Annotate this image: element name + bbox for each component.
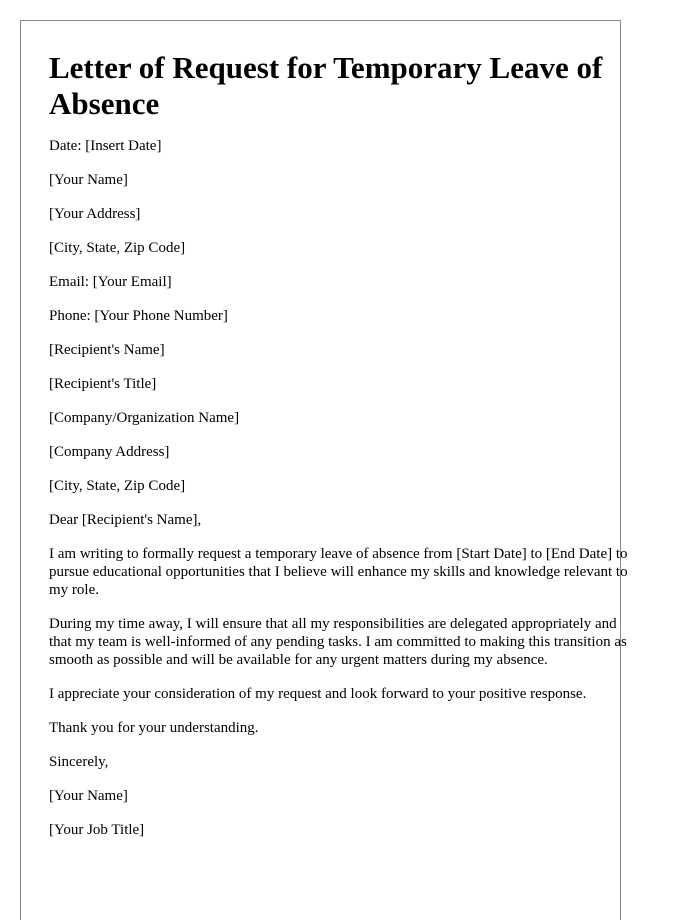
sender-name: [Your Name]: [49, 172, 128, 188]
sender-phone: Phone: [Your Phone Number]: [49, 308, 228, 324]
signature-job-title: [Your Job Title]: [49, 822, 145, 838]
recipient-name: [Recipient's Name]: [49, 342, 165, 358]
recipient-address: [Company Address]: [49, 444, 170, 460]
recipient-city-state-zip: [City, State, Zip Code]: [49, 478, 186, 494]
signature-name: [Your Name]: [49, 788, 128, 804]
letter-page: [20, 20, 628, 920]
date-line: Date: [Insert Date]: [49, 138, 162, 154]
recipient-company: [Company/Organization Name]: [49, 410, 240, 426]
recipient-title: [Recipient's Title]: [49, 376, 157, 392]
closing: Sincerely,: [49, 754, 109, 770]
body-paragraph: I appreciate your consideration of my request and look forward to your positive response.: [49, 686, 587, 702]
body-paragraph: During my time away, I will ensure that all my responsibilities are delegated appropriately and that my team is well-informed of any pending tasks. I am committed to making this transition as smooth as possible and will be available for any urgent matters during my absence.: [49, 616, 627, 668]
letter-title: Letter of Request for Temporary Leave of Absence: [49, 50, 603, 121]
body-paragraph: Thank you for your understanding.: [49, 720, 259, 736]
sender-address: [Your Address]: [49, 206, 141, 222]
body-paragraph: I am writing to formally request a temporary leave of absence from [Start Date] to [End Date] to pursue educational opportunities that I believe will enhance my skills and knowledge relevant to my role.: [49, 546, 628, 598]
salutation: Dear [Recipient's Name],: [49, 512, 202, 528]
sender-city-state-zip: [City, State, Zip Code]: [49, 240, 186, 256]
sender-email: Email: [Your Email]: [49, 274, 172, 290]
